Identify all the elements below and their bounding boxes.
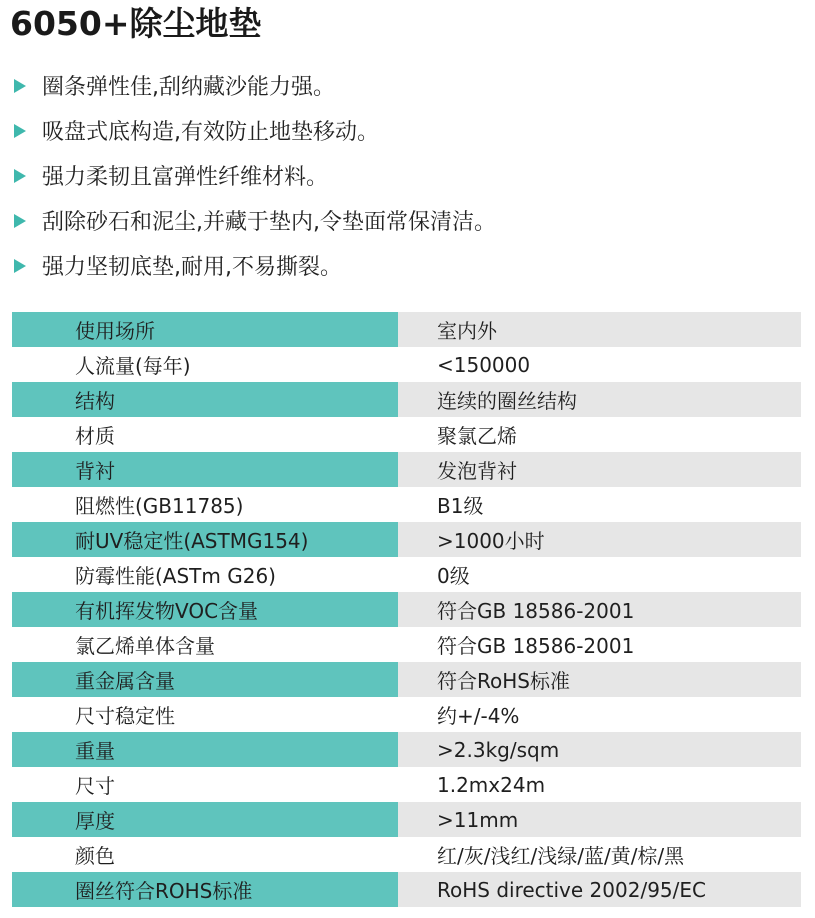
table-row [12,382,801,417]
triangle-right-icon [14,214,26,228]
spec-value: >2.3kg/sqm [398,732,801,767]
table-row [12,557,801,592]
feature-item [12,63,802,108]
table-row [12,872,801,907]
feature-item [12,198,802,243]
spec-label: 背衬 [12,452,398,487]
spec-label: 厚度 [12,802,398,837]
spec-value: 聚氯乙烯 [437,424,517,448]
spec-value: 0级 [437,564,470,588]
spec-label: 尺寸稳定性 [75,704,175,728]
feature-text: 圈条弹性佳,刮纳藏沙能力强。 [42,75,335,100]
triangle-right-icon [14,124,26,138]
feature-item [12,243,802,288]
spec-value: RoHS directive 2002/95/EC [398,872,801,907]
table-row [12,522,801,557]
spec-label: 耐UV稳定性(ASTMG154) [12,522,398,557]
feature-text: 吸盘式底构造,有效防止地垫移动。 [42,120,379,145]
triangle-right-icon [14,79,26,93]
spec-label: 结构 [12,382,398,417]
spec-value: 符合RoHS标准 [398,662,801,697]
table-row [12,347,801,382]
table-row [12,627,801,662]
spec-value: 红/灰/浅红/浅绿/蓝/黄/棕/黑 [437,844,685,868]
spec-label: 使用场所 [12,312,398,347]
spec-value: 室内外 [398,312,801,347]
spec-table [12,312,801,907]
table-row [12,487,801,522]
spec-value: 1.2mx24m [437,772,546,797]
spec-label: 材质 [75,424,115,448]
spec-label: 尺寸 [75,774,115,798]
table-row [12,312,801,347]
spec-value: 符合GB 18586-2001 [437,634,635,658]
table-row [12,417,801,452]
table-row [12,767,801,802]
feature-text: 刮除砂石和泥尘,并藏于垫内,令垫面常保清洁。 [42,210,496,235]
triangle-right-icon [14,169,26,183]
feature-text: 强力柔韧且富弹性纤维材料。 [42,165,329,190]
spec-value: >1000小时 [398,522,801,557]
spec-label: 有机挥发物VOC含量 [12,592,398,627]
table-row [12,837,801,872]
spec-value: 约+/-4% [437,704,520,728]
feature-list [12,63,802,288]
feature-item [12,153,802,198]
spec-value: 符合GB 18586-2001 [398,592,801,627]
table-row [12,592,801,627]
spec-label: 防霉性能(ASTm G26) [75,564,276,588]
table-row [12,662,801,697]
spec-value: 连续的圈丝结构 [398,382,801,417]
page-title: 6050+除尘地垫 [10,4,262,43]
spec-value: >11mm [398,802,801,837]
spec-value: <150000 [437,352,531,377]
table-row [12,452,801,487]
spec-value: B1级 [437,494,484,518]
spec-label: 人流量(每年) [75,354,191,378]
triangle-right-icon [14,259,26,273]
table-row [12,802,801,837]
spec-value: 发泡背衬 [398,452,801,487]
spec-label: 重金属含量 [12,662,398,697]
spec-label: 圈丝符合ROHS标准 [12,872,398,907]
spec-label: 阻燃性(GB11785) [75,494,244,518]
table-row [12,732,801,767]
spec-label: 重量 [12,732,398,767]
spec-label: 颜色 [75,844,115,868]
feature-text: 强力坚韧底垫,耐用,不易撕裂。 [42,255,342,280]
table-row [12,697,801,732]
feature-item [12,108,802,153]
spec-label: 氯乙烯单体含量 [75,634,215,658]
